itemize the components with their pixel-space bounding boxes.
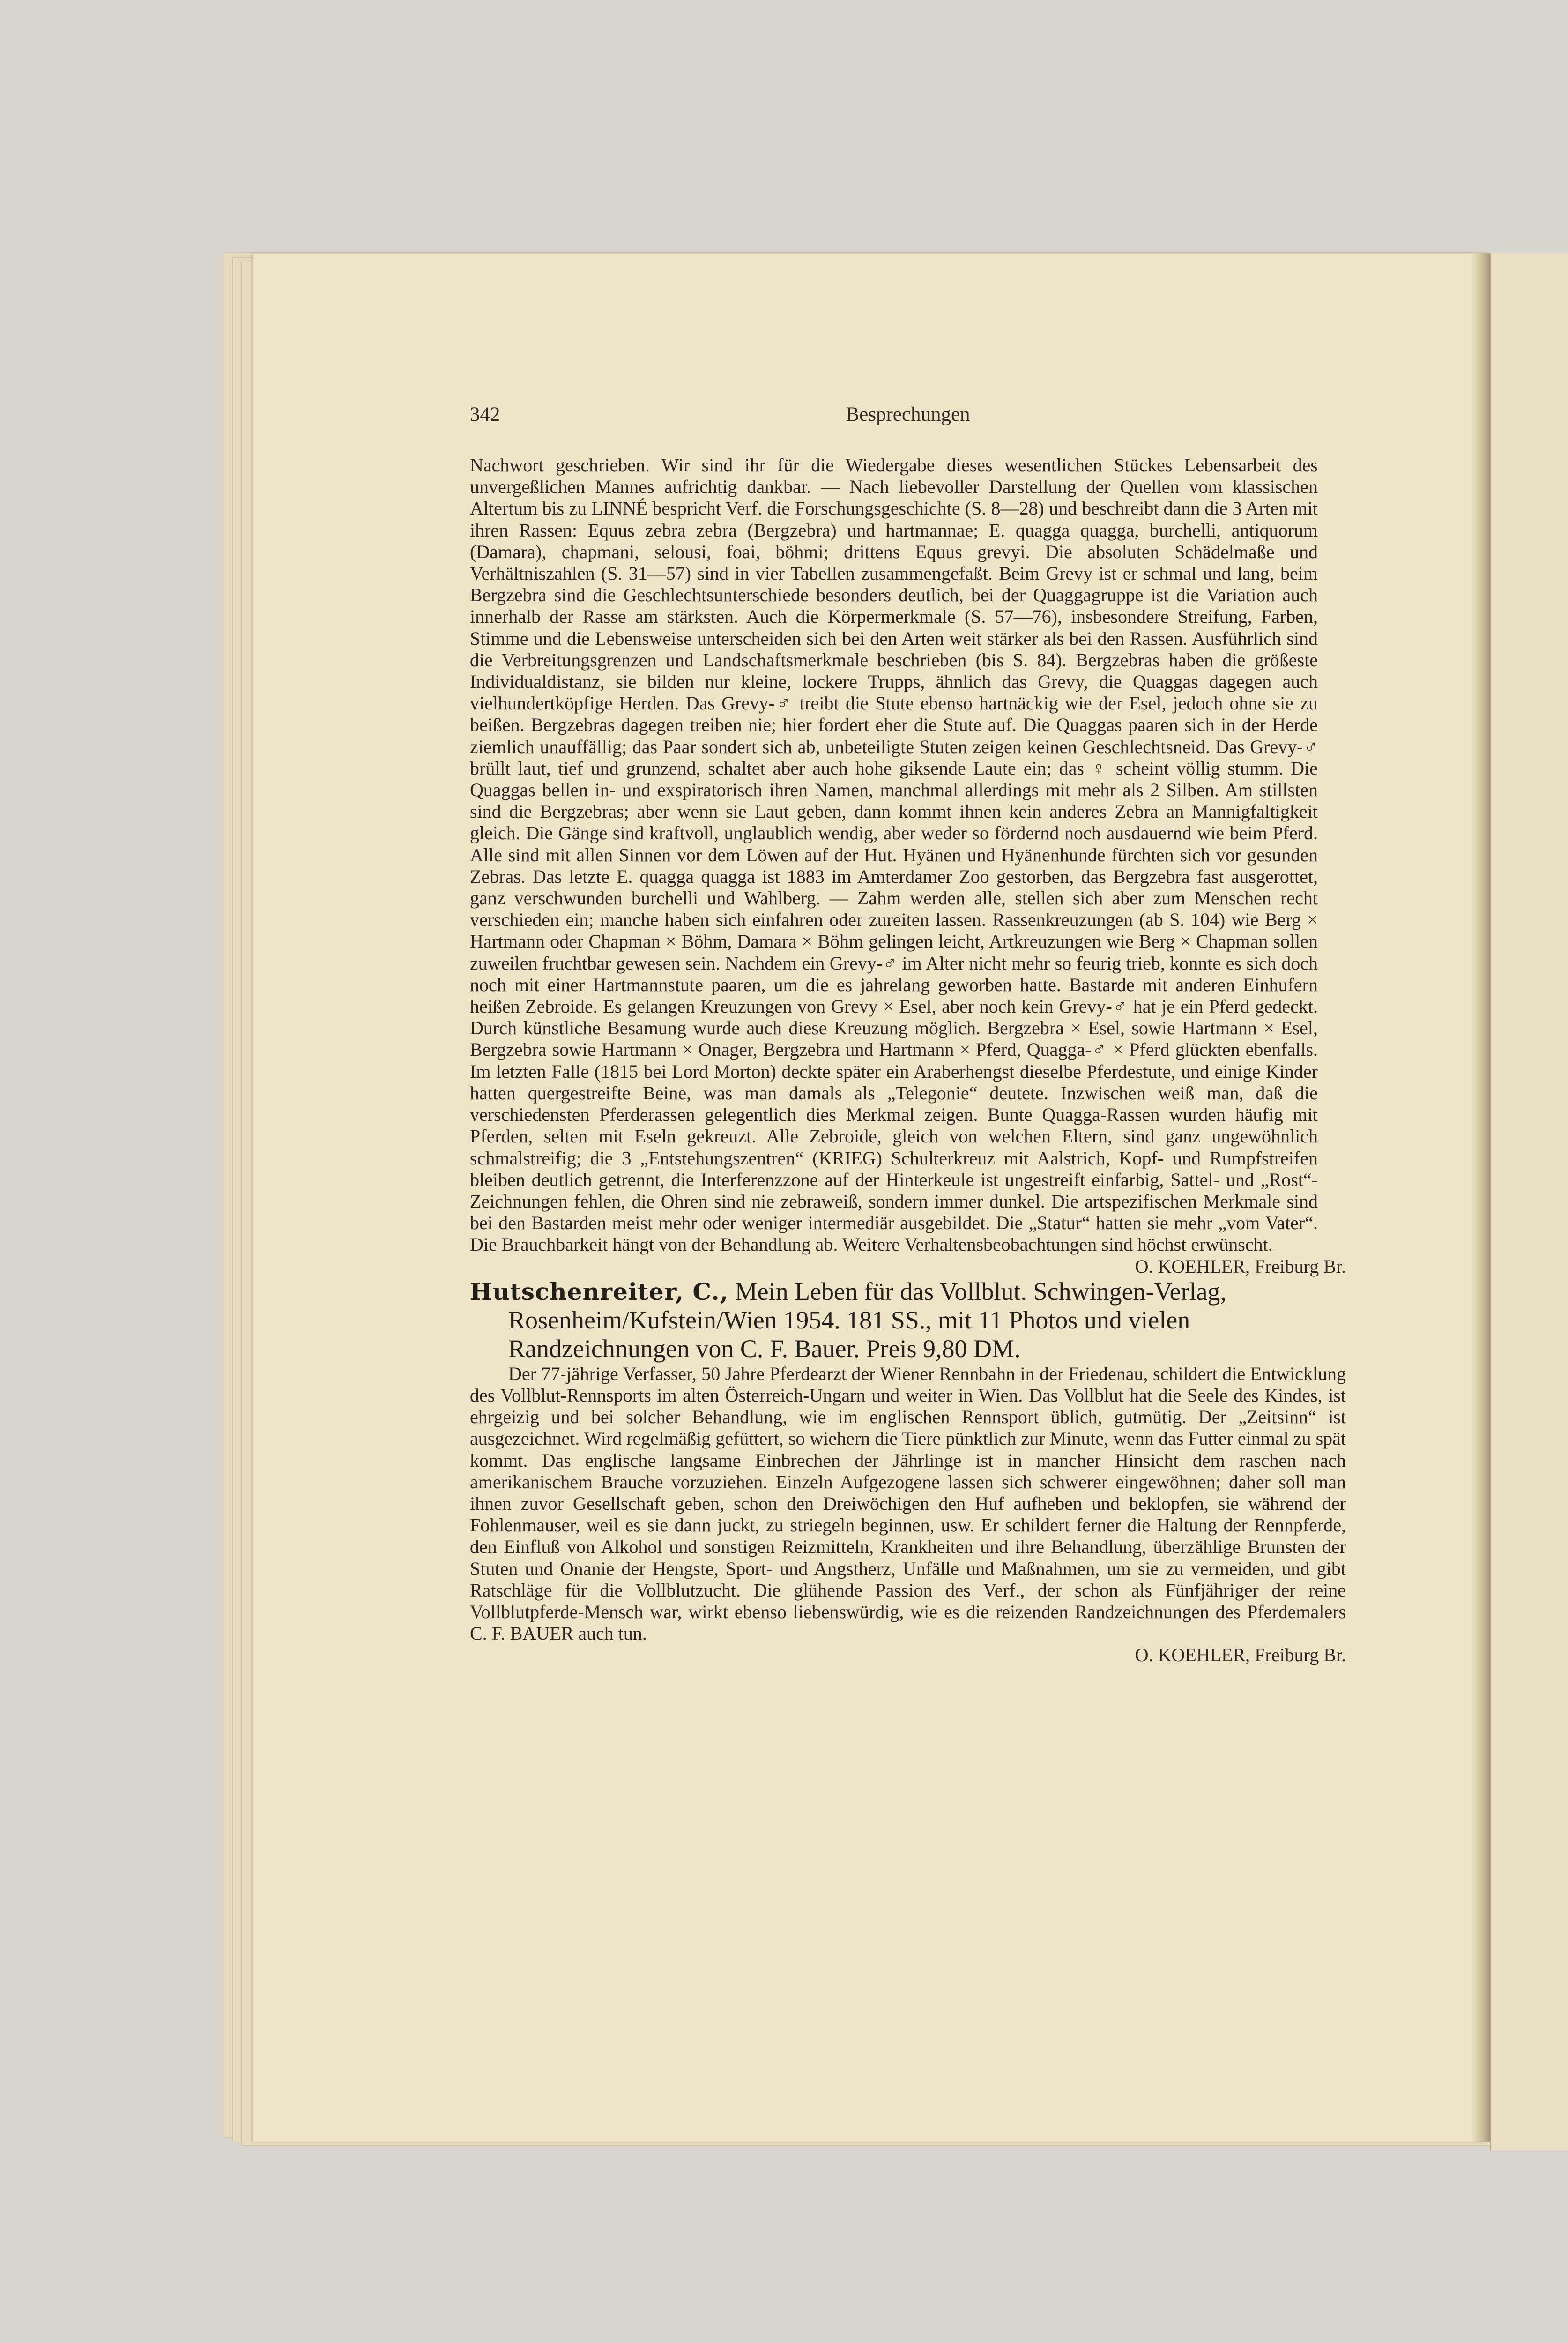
page-text — [470, 455, 1346, 1666]
review-heading — [470, 1277, 1346, 1363]
running-head — [470, 403, 1346, 431]
review-signature: O. KOEHLER, Freiburg Br. — [1135, 1255, 1346, 1277]
review-body: Der 77-jährige Verfasser, 50 Jahre Pferdearzt der Wiener Rennbahn in der Friedenau, schildert die Entwicklung des Vollblut-Rennsports im alten Österreich-Ungarn und weiter in Wien. Das Vollblut hat die Seele des Kindes, ist ehrgeizig und bei solcher Behandlung, wie im englischen Rennsport üblich, gutmütig. Der „Zeitsinn“ ist ausgezeichnet. Wird regelmäßig gefüttert, so wiehern die Tiere pünktlich zur Minute, wenn das Futter einmal zu spät kommt. Das englische langsame Einbrechen der Jährlinge ist in mancher Hinsicht dem raschen nach amerikanischem Brauche vorzuziehen. Einzeln Aufgezogene lassen sich schwerer eingewöhnen; daher soll man ihnen zuvor Gesellschaft geben, schon den Dreiwöchigen den Huf aufheben und beklopfen, sie während der Fohlenmauser, weil es sie dann juckt, zu striegeln beginnen, usw. Er schildert ferner die Haltung der Rennpferde, den Einfluß von Alkohol und sonstigen Reizmitteln, Krankheiten und ihre Behandlung, überzählige Brunsten der Stuten und Onanie der Hengste, Sport- und Angstherz, Unfälle und Maßnahmen, um sie zu vermeiden, und gibt Ratschläge für die Vollblutzucht. Die glühende Passion des Verf., der schon als Fünfjähriger der reine Vollblutpferde-Mensch war, wirkt ebenso liebenswürdig, wie es die reizenden Randzeichnungen des Pferdemalers C. F. BAUER auch tun. — [470, 1363, 1346, 1644]
facing-page-edge — [1490, 253, 1568, 2151]
review-author: Hutschenreiter, C., — [470, 1277, 729, 1306]
review-body: Nachwort geschrieben. Wir sind ihr für die Wiedergabe dieses wesentlichen Stückes Lebensarbeit des unvergeßlichen Mannes aufrichtig dankbar. — Nach liebevoller Darstellung der Quellen vom klassischen Altertum bis zu LINNÉ bespricht Verf. die Forschungsgeschichte (S. 8—28) und beschreibt dann die 3 Arten mit ihren Rassen: Equus zebra zebra (Bergzebra) und hartmannae; E. quagga quagga, burchelli, antiquorum (Damara), chapmani, selousi, foai, böhmi; drittens Equus grevyi. Die absoluten Schädelmaße und Verhältniszahlen (S. 31—57) sind in vier Tabellen zusammengefaßt. Beim Grevy ist er schmal und lang, beim Bergzebra sind die Geschlechtsunterschiede besonders deutlich, bei der Quaggagruppe ist die Variation auch innerhalb der Rasse am stärksten. Auch die Körpermerkmale (S. 57—76), insbesondere Streifung, Farben, Stimme und die Lebensweise unterscheiden sich bei den Arten weit stärker als bei den Rassen. Ausführlich sind die Verbreitungsgrenzen und Landschaftsmerkmale beschrieben (bis S. 84). Bergzebras haben die größeste Individualdistanz, sie bilden nur kleine, lockere Trupps, ähnlich das Grevy, die Quaggas dagegen auch vielhundertköpfige Herden. Das Grevy-♂ treibt die Stute ebenso hartnäckig wie der Esel, jedoch ohne sie zu beißen. Bergzebras dagegen treiben nie; hier fordert eher die Stute auf. Die Quaggas paaren sich in der Herde ziemlich unauffällig; das Paar sondert sich ab, unbeteiligte Stuten zeigen keinen Geschlechtsneid. Das Grevy-♂ brüllt laut, tief und grunzend, schaltet aber auch hohe giksende Laute ein; das ♀ scheint völlig stumm. Die Quaggas bellen in- und exspiratorisch ihren Namen, manchmal allerdings mit mehr als 2 Silben. Am stillsten sind die Bergzebras; aber wenn sie Laut geben, dann kommt ihnen kein anderes Zebra an Mannigfaltigkeit gleich. Die Gänge sind kraftvoll, unglaublich wendig, aber weder so fördernd noch ausdauernd wie beim Pferd. Alle sind mit allen Sinnen vor dem Löwen auf der Hut. Hyänen und Hyänenhunde fürchten sich vor gesunden Zebras. Das letzte E. quagga quagga ist 1883 im Amterdamer Zoo gestorben, das Bergzebra fast ausgerottet, ganz verschwunden burchelli und Wahlberg. — Zahm werden alle, stellen sich aber zum Menschen recht verschieden ein; manche haben sich einfahren oder zureiten lassen. Rassenkreuzungen (ab S. 104) wie Berg × Hartmann oder Chapman × Böhm, Damara × Böhm gelingen leicht, Artkreuzungen wie Berg × Chapman sollen zuweilen fruchtbar gewesen sein. Nachdem ein Grevy-♂ im Alter nicht mehr so feurig trieb, konnte es sich doch noch mit einer Hartmannstute paaren, um die es jahrelang geworben hatte. Bastarde mit anderen Einhufern heißen Zebroide. Es gelangen Kreuzungen von Grevy × Esel, aber noch kein Grevy-♂ hat je ein Pferd gedeckt. Durch künstliche Besamung wurde auch diese Kreuzung möglich. Bergzebra × Esel, sowie Hartmann × Esel, Bergzebra sowie Hartmann × Onager, Bergzebra und Hartmann × Pferd, Quagga-♂ × Pferd glückten ebenfalls. Im letzten Falle (1815 bei Lord Morton) deckte später ein Araberhengst dieselbe Pferdestute, und einige Kinder hatten quergestreifte Beine, was man damals als „Telegonie“ deutete. Inzwischen weiß man, daß die verschiedensten Pferderassen gelegentlich dies Merkmal zeigen. Bunte Quagga-Rassen wurden häufig mit Pferden, selten mit Eseln gekreuzt. Alle Zebroide, gleich von welchen Eltern, sind ganz ungewöhnlich schmalstreifig; die 3 „Entstehungszentren“ (KRIEG) Schulterkreuz mit Aalstrich, Kopf- und Rumpfstreifen bleiben deutlich getrennt, die Interferenzzone auf der Hinterkeule ist ungestreift einfarbig, Sattel- und „Rost“-Zeichnungen fehlen, die Ohren sind nie zebraweiß, sondern immer dunkel. Die artspezifischen Merkmale sind bei den Bastarden meist mehr oder weniger intermediär ausgebildet. Die „Statur“ hatten sie mehr „vom Vater“. Die Brauchbarkeit hängt von der Behandlung ab. Weitere Verhaltensbeobachtungen sind höchst erwünscht. — [470, 455, 1318, 1255]
review — [470, 1277, 1346, 1666]
review-continued — [470, 455, 1346, 1277]
page-number: 342 — [470, 403, 500, 425]
review-signature: O. KOEHLER, Freiburg Br. — [1135, 1644, 1346, 1666]
book-gutter — [1471, 253, 1490, 2142]
section-title: Besprechungen — [846, 403, 970, 425]
review-paragraph — [470, 455, 1346, 1256]
review-citation: Mein Leben für das Vollblut. Schwingen-Verlag, Rosenheim/Kufstein/Wien 1954. 181 SS., mit 11 Photos und vielen Randzeichnungen von C. F. Bauer. Preis 9,80 DM. — [508, 1277, 1226, 1363]
